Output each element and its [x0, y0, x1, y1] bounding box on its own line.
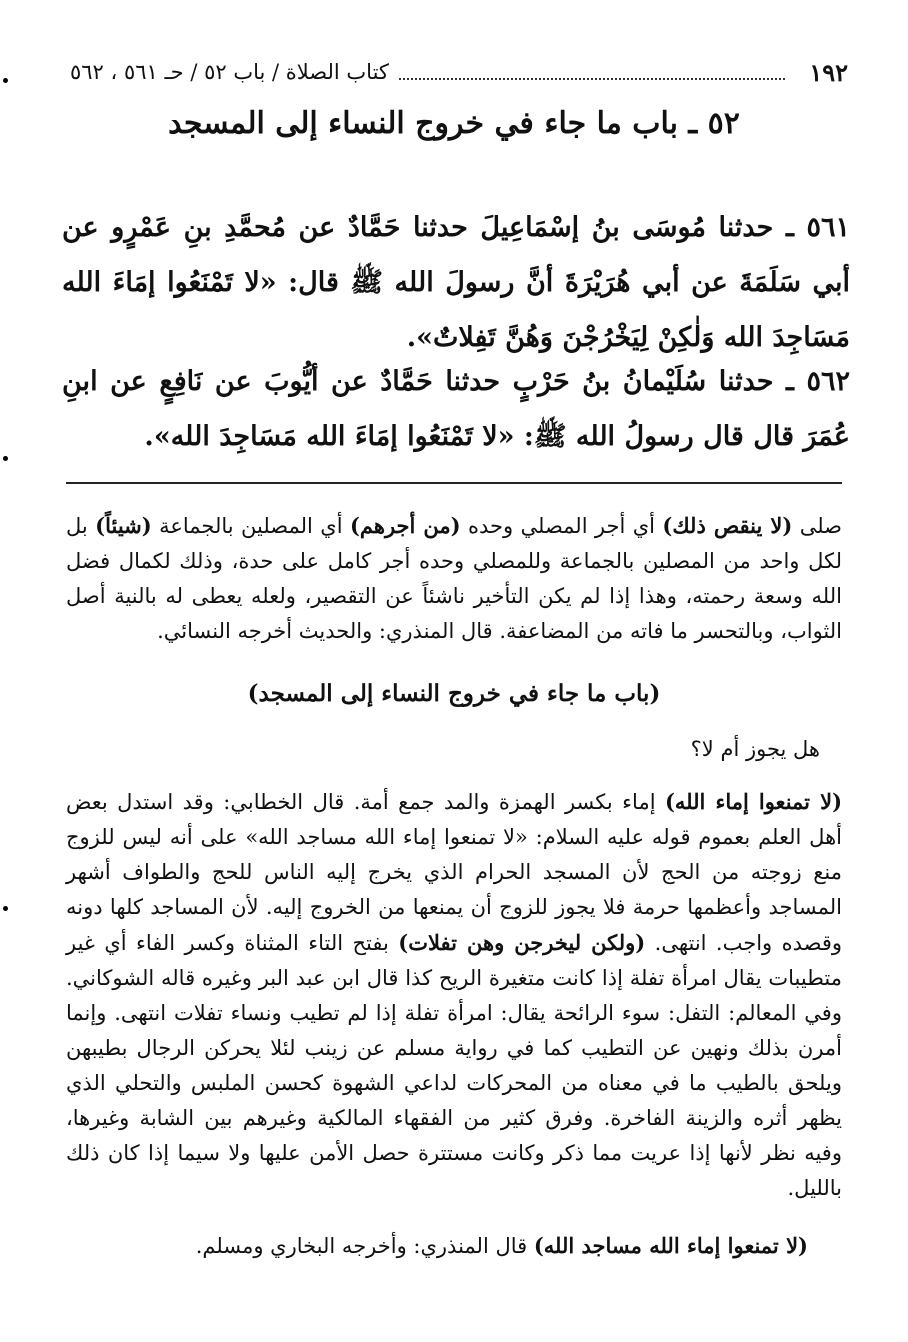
scan-mark: [3, 906, 8, 911]
commentary-paragraph-2: [66, 784, 842, 1206]
commentary-lemma: (ولكن ليخرجن وهن تفلات): [398, 930, 646, 955]
scan-mark: [3, 456, 8, 461]
commentary-lemma: (من أجرهم): [349, 513, 461, 538]
commentary-text: بفتح التاء المثناة وكسر الفاء أي غير متطيبات يقال امرأة تفلة إذا كانت متغيرة الريح كذا قال ابن عبد البر وغيره قاله الشوكاني. وفي المعالم: التفل: سوء الرائحة يقال: امرأة تفلة إذا لم تطيب ونساء تفلات انتهى. وإنما أمرن بذلك ونهين عن التطيب كما في رواية مسلم عن زينب لئلا يحركن الرجال بطيبهن ويلحق بالطيب ما في معناه من المحركات لداعي الشهوة كحسن الملبس والتحلي الذي يظهر أثره والزينة الفاخرة. وفرق كثير من الفقهاء المالكية وغيرهم بين الشابة وغيرها، وفيه نظر لأنها إذا عريت مما ذكر وكانت مستترة حصل الأمن عليها ولا سيما إذا كان ذلك بالليل.: [66, 931, 842, 1200]
running-header: [70, 52, 848, 92]
question-line: هل يجوز أم لا؟: [690, 737, 820, 761]
commentary-lemma: (لا تمنعوا إماء الله): [664, 789, 843, 814]
commentary-text: بل لكل واحد من المصلين بالجماعة وللمصلي وحده أجر كامل على حدة، وذلك لكمال فضل الله وسعة رحمته، وهذا إذا لم يكن التأخير ناشئاً عن التقصير، ولعله يعطى له بالنية أصل الثواب، وبالتحسر ما فاته من المضاعفة. قال المنذري: والحديث أخرجه النسائي.: [66, 514, 842, 643]
commentary-text: أي المصلين بالجماعة: [151, 514, 350, 538]
commentary-chapter-title: (باب ما جاء في خروج النساء إلى المسجد): [247, 680, 661, 707]
hadith-text: حدثنا مُوسَى بنُ إسْمَاعِيلَ حدثنا حَمَّادٌ عن مُحمَّدِ بنِ عَمْرٍو عن أبي سَلَمَةَ عن أبي هُرَيْرَةَ أنَّ رسولَ الله ﷺ قال: «لا تَمْنَعُوا إمَاءَ الله مَسَاجِدَ الله وَلٰكِنْ لِيَخْرُجْنَ وَهُنَّ تَفِلاتٌ».: [62, 212, 850, 353]
footnote-divider: [66, 482, 842, 484]
commentary-lemma: (لا ينقص ذلك): [662, 513, 793, 538]
commentary-text: إماء بكسر الهمزة والمد جمع أمة. قال الخطابي: وقد استدل بعض أهل العلم بعموم قوله عليه السلام: «لا تمنعوا إماء الله مساجد الله» على أنه ليس للزوج منع زوجته من الحج لأن المسجد الحرام الذي يخرج إليه الناس للحج والطواف أشهر المساجد وأعظمها حرمة فلا يجوز للزوج أن يمنعها من الخروج إليه. لأن المساجد كلها دونه وقصده واجب. انتهى.: [66, 790, 842, 955]
commentary-lemma: (لا تمنعوا إماء الله مساجد الله): [533, 1233, 808, 1258]
chapter-title: ٥٢ ـ باب ما جاء في خروج النساء إلى المسجد: [168, 106, 740, 141]
scan-mark: [3, 78, 8, 83]
dotted-leader: [399, 64, 785, 80]
commentary-lemma: (شيئاً): [95, 513, 152, 538]
running-title: كتاب الصلاة / باب ٥٢ / حـ ٥٦١ ، ٥٦٢: [70, 60, 389, 84]
commentary-text: أي أجر المصلي وحده: [460, 514, 663, 538]
commentary-text: صلى: [792, 514, 842, 538]
page-number: ١٩٢: [809, 57, 848, 87]
hadith-562: [62, 354, 850, 464]
hadith-number: ٥٦١ ـ: [785, 212, 851, 243]
hadith-number: ٥٦٢ ـ: [786, 366, 851, 397]
hadith-text: حدثنا سُلَيْمانُ بنُ حَرْبٍ حدثنا حَمَّادٌ عن أيُّوبَ عن نَافِعٍ عن ابنِ عُمَرَ قال قال رسولُ الله ﷺ: «لا تَمْنَعُوا إمَاءَ الله مَسَاجِدَ الله».: [62, 366, 850, 452]
hadith-561: [62, 200, 850, 365]
commentary-text: قال المنذري: وأخرجه البخاري ومسلم.: [195, 1234, 534, 1258]
commentary-paragraph-3: [66, 1228, 808, 1264]
commentary-paragraph-1: [66, 508, 842, 649]
